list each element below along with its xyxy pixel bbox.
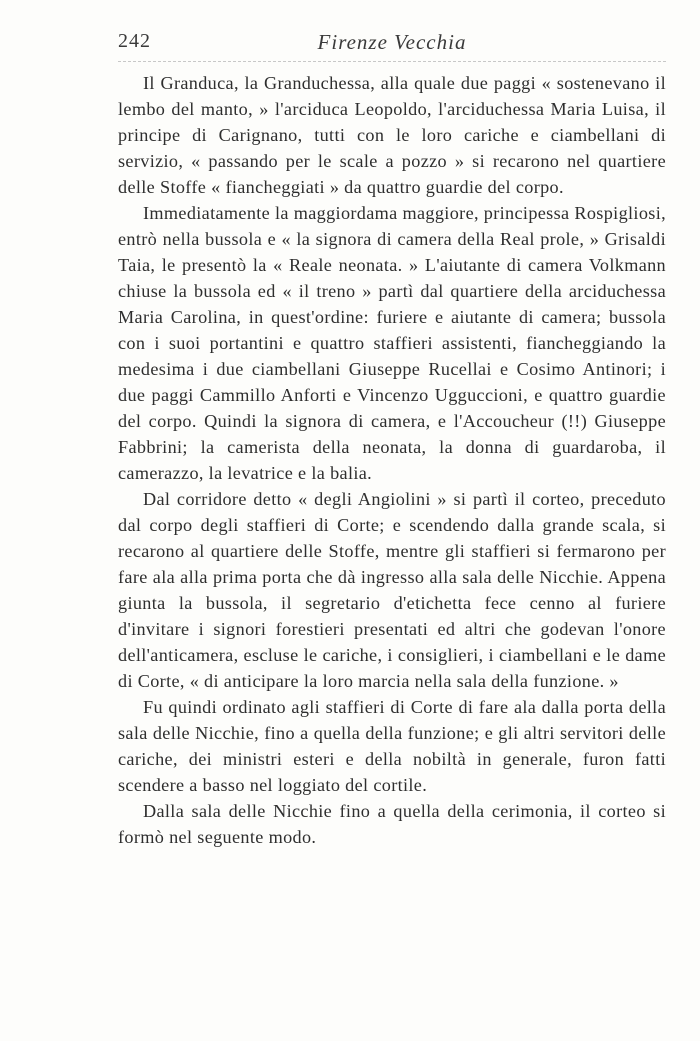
paragraph: Dalla sala delle Nicchie fino a quella della cerimonia, il corteo si formò nel seguente modo. xyxy=(118,801,666,847)
paragraph: Fu quindi ordinato agli staffieri di Corte di fare ala dalla porta della sala delle Nicchie, fino a quella della funzione; e gli altri servitori delle cariche, dei ministri esteri e della nobiltà in generale, furon fatti scendere a basso nel loggiato del cortile. xyxy=(118,697,666,795)
paragraph: Immediatamente la maggiordama maggiore, principessa Rospigliosi, entrò nella bussola e « la signora di camera della Real prole, » Grisaldi Taia, le presentò la « Reale neonata. » L'aiutante di camera Volkmann chiuse la bussola ed « il treno » partì dal quartiere della arciduchessa Maria Carolina, in quest'ordine: furiere e aiutante di camera; bussola con i suoi portantini e quattro staffieri assistenti, fiancheggiando la medesima i due ciambellani Giuseppe Rucellai e Cosimo Antinori; i due paggi Cammillo Anforti e Vincenzo Ugguccioni, e quattro guardie del corpo. Quindi la signora di camera, e l'Accoucheur (!!) Giuseppe Fabbrini; la camerista della neonata, la donna di guardaroba, il camerazzo, la levatrice e la balia. xyxy=(118,203,666,483)
page-header xyxy=(118,30,666,66)
paragraph: Il Granduca, la Granduchessa, alla quale due paggi « sostenevano il lembo del manto, » l'arciduca Leopoldo, l'arciduchessa Maria Luisa, il principe di Carignano, tutti con le loro cariche e ciambellani di servizio, « passando per le scale a pozzo » si recarono nel quartiere delle Stoffe « fiancheggiati » da quattro guardie del corpo. xyxy=(118,73,666,197)
paragraph: Dal corridore detto « degli Angiolini » si partì il corteo, preceduto dal corpo degli staffieri di Corte; e scendendo dalla grande scala, si recarono al quartiere delle Stoffe, mentre gli staffieri si fermarono per fare ala alla prima porta che dà ingresso alla sala delle Nicchie. Appena giunta la bussola, il segretario d'etichetta fece cenno al furiere d'invitare i signori forestieri presentati ed altri che godevan l'onore dell'anticamera, escluse le cariche, i consiglieri, i ciambellani e le dame di Corte, « di anticipare la loro marcia nella sala della funzione. » xyxy=(118,489,666,691)
header-rule xyxy=(118,61,666,62)
page-number: 242 xyxy=(118,30,151,52)
running-title: Firenze Vecchia xyxy=(317,30,467,54)
body-text xyxy=(118,70,666,850)
